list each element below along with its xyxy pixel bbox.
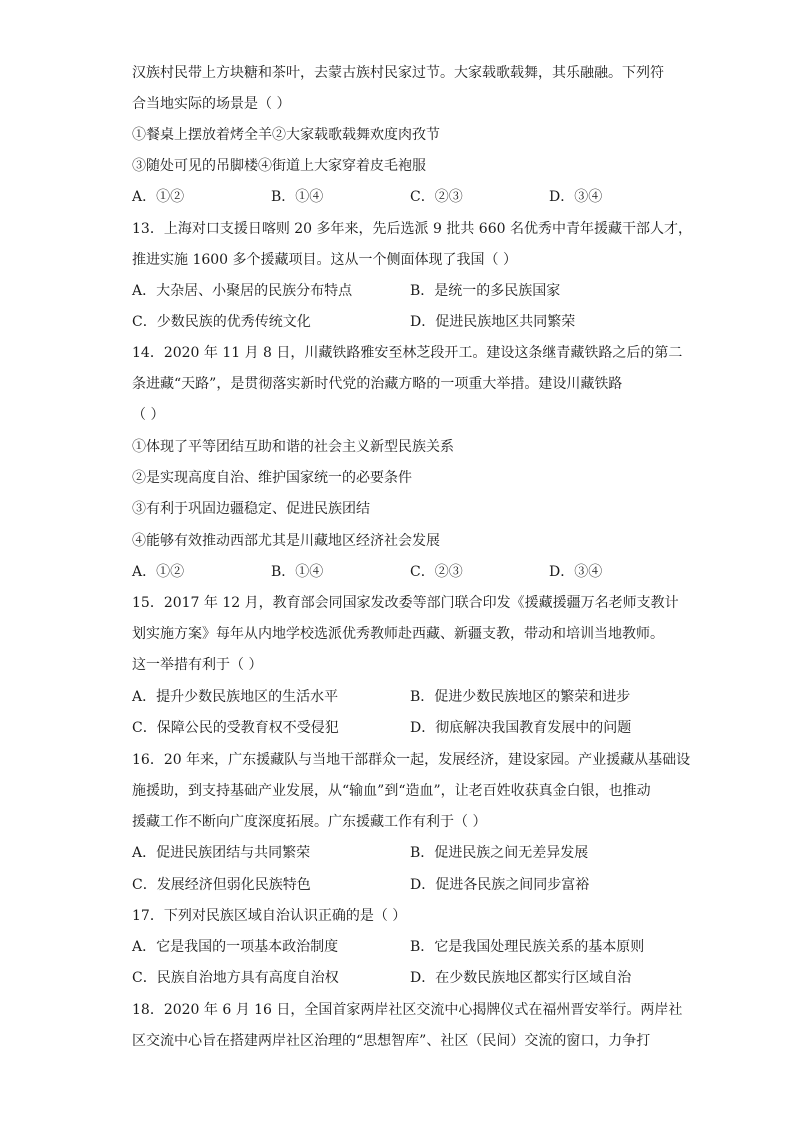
q16-option-d[interactable]: D．促进各民族之间同步富裕 [410,877,590,893]
q16-stem-line-3: 援藏工作不断向广度深度拓展。广东援藏工作有利于（ ） [132,814,487,830]
q13-stem-line-1: 13．上海对口支援日喀则 20 多年来，先后选派 9 批共 660 名优秀中青年援藏干部人才， [132,221,692,237]
q14-option-b[interactable]: B．①④ [271,564,324,580]
q15-option-a[interactable]: A．提升少数民族地区的生活水平 [132,689,339,705]
q14-stem-line-1: 14．2020 年 11 月 8 日，川藏铁路雅安至林芝段开工。建设这条继青藏铁路之后的第二 [132,345,683,361]
q12-stem-line-1: 汉族村民带上方块糖和茶叶，去蒙古族村民家过节。大家载歌载舞，其乐融融。下列符 [132,65,664,81]
q13-option-a[interactable]: A．大杂居、小聚居的民族分布特点 [132,283,353,299]
q12-option-c[interactable]: C．②③ [410,189,463,205]
q12-stem-line-2: 合当地实际的场景是（ ） [132,96,291,112]
q12-option-b[interactable]: B．①④ [271,189,324,205]
q14-statement-4: ④能够有效推动西部尤其是川藏地区经济社会发展 [132,533,440,549]
q17-option-c[interactable]: C．民族自治地方具有高度自治权 [132,970,339,986]
q12-option-a[interactable]: A．①② [132,189,185,205]
q16-stem-line-2: 施援助，到支持基础产业发展，从“输血”到“造血”，让老百姓收获真金白银，也推动 [132,783,651,799]
q17-stem-line-1: 17．下列对民族区域自治认识正确的是（ ） [132,908,407,924]
q14-stem-line-3: （ ） [132,407,165,423]
q18-stem-line-1: 18．2020 年 6 月 16 日，全国首家两岸社区交流中心揭牌仪式在福州晋安举行。两岸社 [132,1002,683,1018]
q12-option-d[interactable]: D．③④ [549,189,603,205]
q15-option-b[interactable]: B．促进少数民族地区的繁荣和进步 [410,689,631,705]
q14-stem-line-2: 条进藏“天路”，是贯彻落实新时代党的治藏方略的一项重大举措。建设川藏铁路 [132,376,623,392]
q13-option-d[interactable]: D．促进民族地区共同繁荣 [410,314,576,330]
q15-stem-line-1: 15．2017 年 12 月，教育部会同国家发改委等部门联合印发《援藏援疆万名老师支教计 [132,595,679,611]
q17-option-b[interactable]: B．它是我国处理民族关系的基本原则 [410,939,645,955]
q13-stem-line-2: 推进实施 1600 多个援藏项目。这从一个侧面体现了我国（ ） [132,252,517,268]
q15-stem-line-2: 划实施方案》每年从内地学校选派优秀教师赴西藏、新疆支教，带动和培训当地教师。 [132,626,664,642]
q13-option-c[interactable]: C．少数民族的优秀传统文化 [132,314,311,330]
q14-statement-3: ③有利于巩固边疆稳定、促进民族团结 [132,501,370,517]
q12-statement-1: ①餐桌上摆放着烤全羊②大家载歌载舞欢度肉孜节 [132,127,440,143]
q12-statement-2: ③随处可见的吊脚楼④街道上大家穿着皮毛袍服 [132,158,426,174]
q14-statement-2: ②是实现高度自治、维护国家统一的必要条件 [132,470,412,486]
q15-option-d[interactable]: D．彻底解决我国教育发展中的问题 [410,720,632,736]
q15-option-c[interactable]: C．保障公民的受教育权不受侵犯 [132,720,339,736]
q16-stem-line-1: 16．20 年来，广东援藏队与当地干部群众一起，发展经济，建设家园。产业援藏从基础设 [132,752,691,768]
q16-option-a[interactable]: A．促进民族团结与共同繁荣 [132,845,311,861]
q14-option-d[interactable]: D．③④ [549,564,603,580]
q15-stem-line-3: 这一举措有利于（ ） [132,657,263,673]
q17-option-a[interactable]: A．它是我国的一项基本政治制度 [132,939,339,955]
q14-option-a[interactable]: A．①② [132,564,185,580]
q16-option-b[interactable]: B．促进民族之间无差异发展 [410,845,589,861]
q18-stem-line-2: 区交流中心旨在搭建两岸社区治理的“思想智库”、社区（民间）交流的窗口，力争打 [132,1033,651,1049]
q16-option-c[interactable]: C．发展经济但弱化民族特色 [132,877,311,893]
q13-option-b[interactable]: B．是统一的多民族国家 [410,283,561,299]
q14-statement-1: ①体现了平等团结互助和谐的社会主义新型民族关系 [132,439,454,455]
q14-option-c[interactable]: C．②③ [410,564,463,580]
q17-option-d[interactable]: D．在少数民族地区都实行区域自治 [410,970,632,986]
